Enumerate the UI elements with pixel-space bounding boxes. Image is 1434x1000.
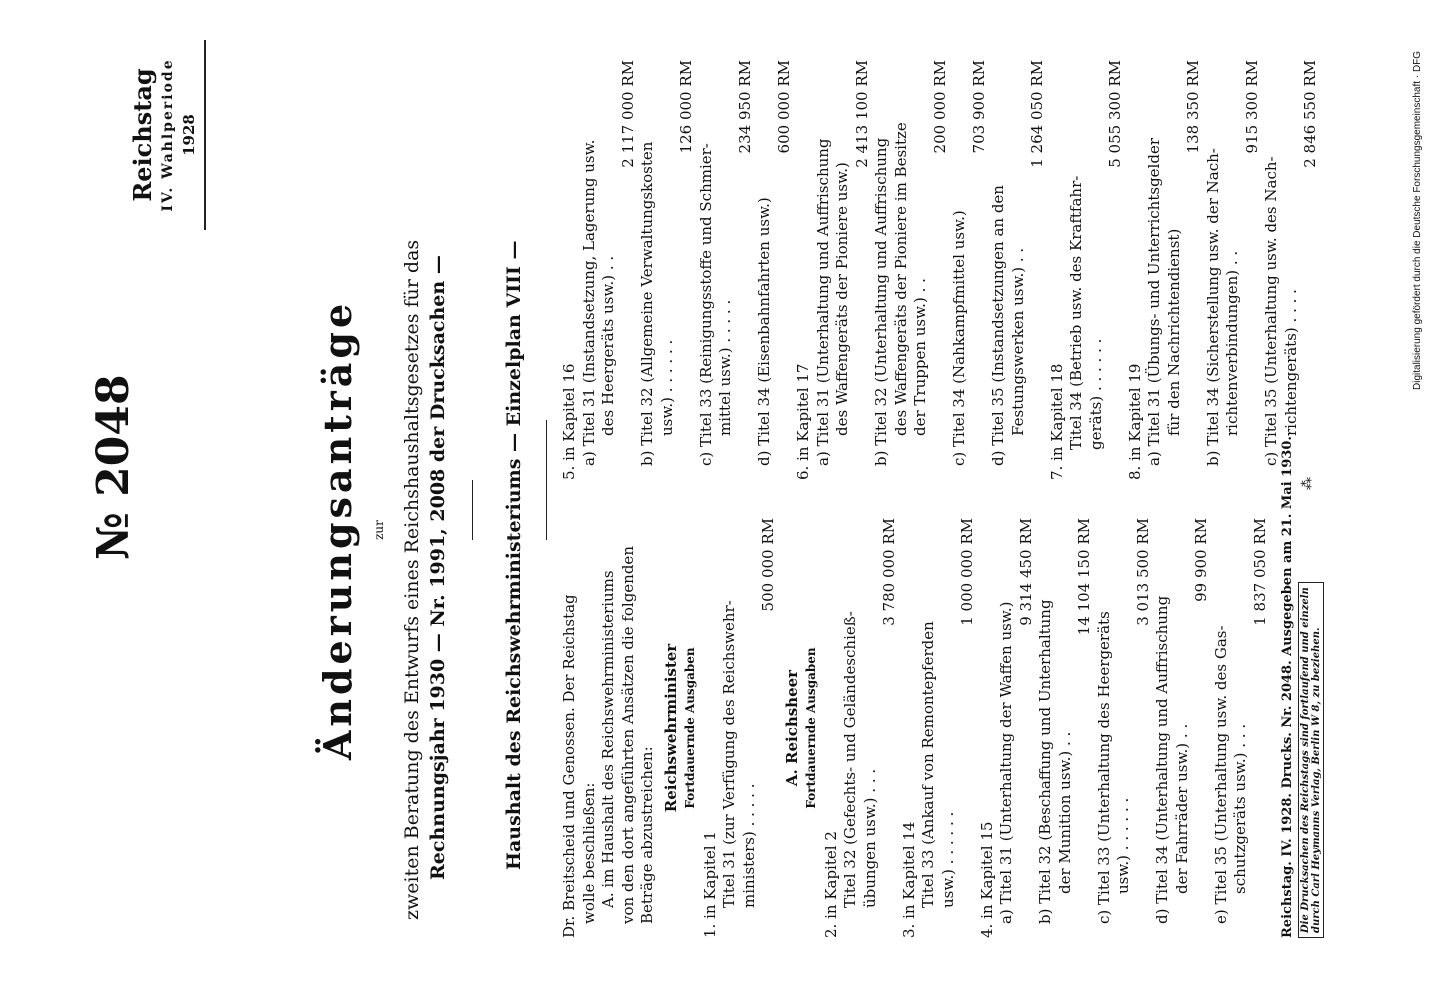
kapitel-15-a-amount: 9 314 450 RM [1016,518,1035,626]
kapitel-17-b-amount: 200 000 RM [930,60,949,154]
kapitel-15-b-amount: 14 104 150 RM [1075,518,1093,636]
kapitel-17-d-line-1: d) Titel 35 (Instandsetzungen an den [989,185,1007,466]
dfg-credit [1412,0,1423,390]
kapitel-17-a-line-2: des Waffengeräts der Pioniere usw.) [833,162,851,436]
footer-mark: ⁂ [1300,477,1315,490]
kapitel-14-amount: 1 000 000 RM [958,518,976,626]
kapitel-15-c-line-2: usw.) . . . . . . [1114,797,1132,894]
kapitel-15-d-amount: 99 900 RM [1192,518,1210,602]
kapitel-15-d-line-2: der Fahrräder usw.) . . [1172,723,1191,894]
section-subtitle: Haushalt des Reichswehrministeriums — Einzelplan VIII — [503,240,525,870]
kapitel-18-line-2: geräts) . . . . . . [1086,338,1105,450]
intro-line-2: wolle beschließen: [579,782,598,924]
kapitel-16-c-line-1: c) Titel 33 (Reinigungsstoffe und Schmier- [696,143,715,466]
kapitel-16-d-amount: 600 000 RM [774,60,793,154]
kapitel-16-d-line: d) Titel 34 (Eisenbahnfahrten usw.) [755,197,773,466]
kapitel-17-c-amount: 703 900 RM [969,60,988,154]
right-column [560,60,1321,480]
title-line-1: zweiten Beratung des Entwurfs eines Reichshaushaltsgesetzes für das [401,239,423,920]
kapitel-15-b-line-1: b) Titel 32 (Beschaffung und Unterhaltung [1036,599,1054,924]
kapitel-16-c-line-2: mittel usw.) . . . . . [716,299,734,436]
kapitel-1-amount: 500 000 RM [759,518,777,612]
kapitel-14: 3. in Kapitel 14 [899,821,918,938]
kapitel-1-titel-line-1: Titel 31 (zur Verfügung des Reichswehr- [720,600,738,908]
document-number: № 2048 [88,374,139,560]
kapitel-19-b-line-1: b) Titel 34 (Sicherstellung usw. der Nach- [1203,148,1222,466]
heading-fortdauernde-1: Fortdauernde Ausgaben [683,647,697,809]
kapitel-16-a-amount: 2 117 000 RM [618,60,637,168]
kapitel-17: 6. in Kapitel 17 [794,363,812,480]
kapitel-2-titel-line-1: Titel 32 (Gefechts- und Geländeschieß- [841,611,859,908]
kapitel-15-d-line-1: d) Titel 34 (Unterhaltung und Auffrischung [1153,595,1171,924]
footer-notice-line-1: Die Drucksachen des Reichstags sind fortlaufend und einzeln [1300,587,1311,933]
left-column [560,518,1270,938]
dfg-credit-text: Digitalisierung gefördert durch die Deutsche Forschungsgemeinschaft · DFG [1412,50,1423,390]
kapitel-16-b-line-1: b) Titel 32 (Allgemeine Verwaltungskosten [638,141,656,466]
kapitel-17-a-line-1: a) Titel 31 (Unterhaltung und Auffrischung [813,138,832,466]
heading-fortdauernde-2: Fortdauernde Ausgaben [804,647,818,809]
kapitel-2-amount: 3 780 000 RM [880,518,898,626]
kapitel-1: 1. in Kapitel 1 [700,831,719,938]
kapitel-15-c-line-1: c) Titel 33 (Unterhaltung des Heergeräts [1094,611,1113,924]
kapitel-14-titel-line-2: usw.) . . . . . . [938,811,957,908]
heading-reichswehrminister: Reichswehrminister [661,643,680,813]
kapitel-16: 5. in Kapitel 16 [560,363,578,480]
kapitel-15-e-line-2: schutzgeräts usw.) . . . [1231,723,1249,894]
kapitel-17-b-line-1: b) Titel 32 (Unterhaltung und Auffrischung [872,137,890,466]
title-line-2: Rechnungsjahr 1930 — Nr. 1991, 2008 der Drucksachen — [427,255,449,880]
kapitel-17-d-amount: 1 264 050 RM [1028,60,1046,168]
kapitel-16-c-amount: 234 950 RM [735,60,754,154]
kapitel-17-b-line-2: des Waffengeräts der Pioniere im Besitze [891,122,910,436]
kapitel-15-e-line-1: e) Titel 35 (Unterhaltung usw. des Gas- [1211,625,1230,924]
kapitel-17-b-line-3: der Truppen usw.) . . [911,278,929,436]
footer-notice-line-2: durch Carl Heymanns Verlag, Berlin W 8, zu beziehen. [1311,627,1322,933]
kapitel-19-a-line-2: für den Nachrichtendienst) [1164,228,1183,436]
section-a-line-3: Beträge abzustreichen: [638,746,656,924]
title-zur: zur [372,520,386,540]
kapitel-14-titel-line-1: Titel 33 (Ankauf von Remontepferden [919,621,937,908]
kapitel-15: 4. in Kapitel 15 [977,821,996,938]
kapitel-19-b-line-2: richtenverbindungen) . . [1223,250,1241,436]
kapitel-19-a-line-1: a) Titel 31 (Übungs- und Unterrichtsgelder [1145,138,1163,466]
header-rule [204,40,206,230]
section-a-line-1: A. im Haushalt des Reichswehrministeriums [599,570,617,908]
kapitel-16-b-amount: 126 000 RM [677,60,695,154]
subtitle-divider [546,420,547,540]
kapitel-19-c-amount: 2 846 550 RM [1301,60,1319,168]
kapitel-17-d-line-2: Festungswerken usw.) . . [1008,247,1027,436]
kapitel-16-a-line-1: a) Titel 31 (Instandsetzung, Lagerung usw. [579,139,598,466]
kapitel-15-e-amount: 1 837 050 RM [1250,518,1269,626]
section-a-line-2: von den dort angeführten Ansätzen die folgenden [618,546,637,924]
kapitel-16-a-line-2: des Heergeräts usw.) . . [599,255,617,436]
footer-line: Reichstag. IV. 1928. Drucks. Nr. 2048. Ausgegeben am 21. Mai 1930. [1280,436,1295,938]
kapitel-15-a-line: a) Titel 31 (Unterhaltung der Waffen usw.) [997,601,1015,924]
kapitel-19-c-line-1: c) Titel 35 (Unterhaltung usw. des Nach- [1262,156,1280,466]
kapitel-19-a-amount: 138 350 RM [1184,60,1202,154]
kapitel-18-amount: 5 055 300 RM [1106,60,1124,168]
footer-notice-box [1298,582,1324,938]
kapitel-19: 8. in Kapitel 19 [1125,363,1144,480]
kapitel-16-b-line-2: usw.) . . . . . . [657,339,676,436]
heading-reichsheer: A. Reichsheer [782,669,801,787]
kapitel-19-b-amount: 915 300 RM [1242,60,1261,154]
kapitel-17-a-amount: 2 413 100 RM [852,60,871,168]
kapitel-15-b-line-2: der Munition usw.) . . [1055,731,1074,894]
page-title: Änderungsanträge [315,299,360,761]
kapitel-19-c-line-2: richtengeräts) . . . . [1281,289,1300,436]
wahlperiode-label: IV. Wahlperiode [160,58,176,212]
kapitel-18-line-1: Titel 34 (Betrieb usw. des Kraftfahr- [1067,175,1085,450]
kapitel-1-titel-line-2: ministers) . . . . . [739,783,758,908]
kapitel-2: 2. in Kapitel 2 [821,831,840,938]
kapitel-2-titel-line-2: übungen usw.) . . . [860,768,879,908]
kapitel-18: 7. in Kapitel 18 [1047,363,1066,480]
kapitel-17-c-line: c) Titel 34 (Nahkampfmittel usw.) [950,210,968,466]
title-divider [472,480,473,540]
year-label: 1928 [180,114,198,156]
intro-line-1: Dr. Breitscheid und Genossen. Der Reichstag [560,594,578,938]
reichstag-label: Reichstag [128,68,157,202]
kapitel-15-c-amount: 3 013 500 RM [1133,518,1152,626]
